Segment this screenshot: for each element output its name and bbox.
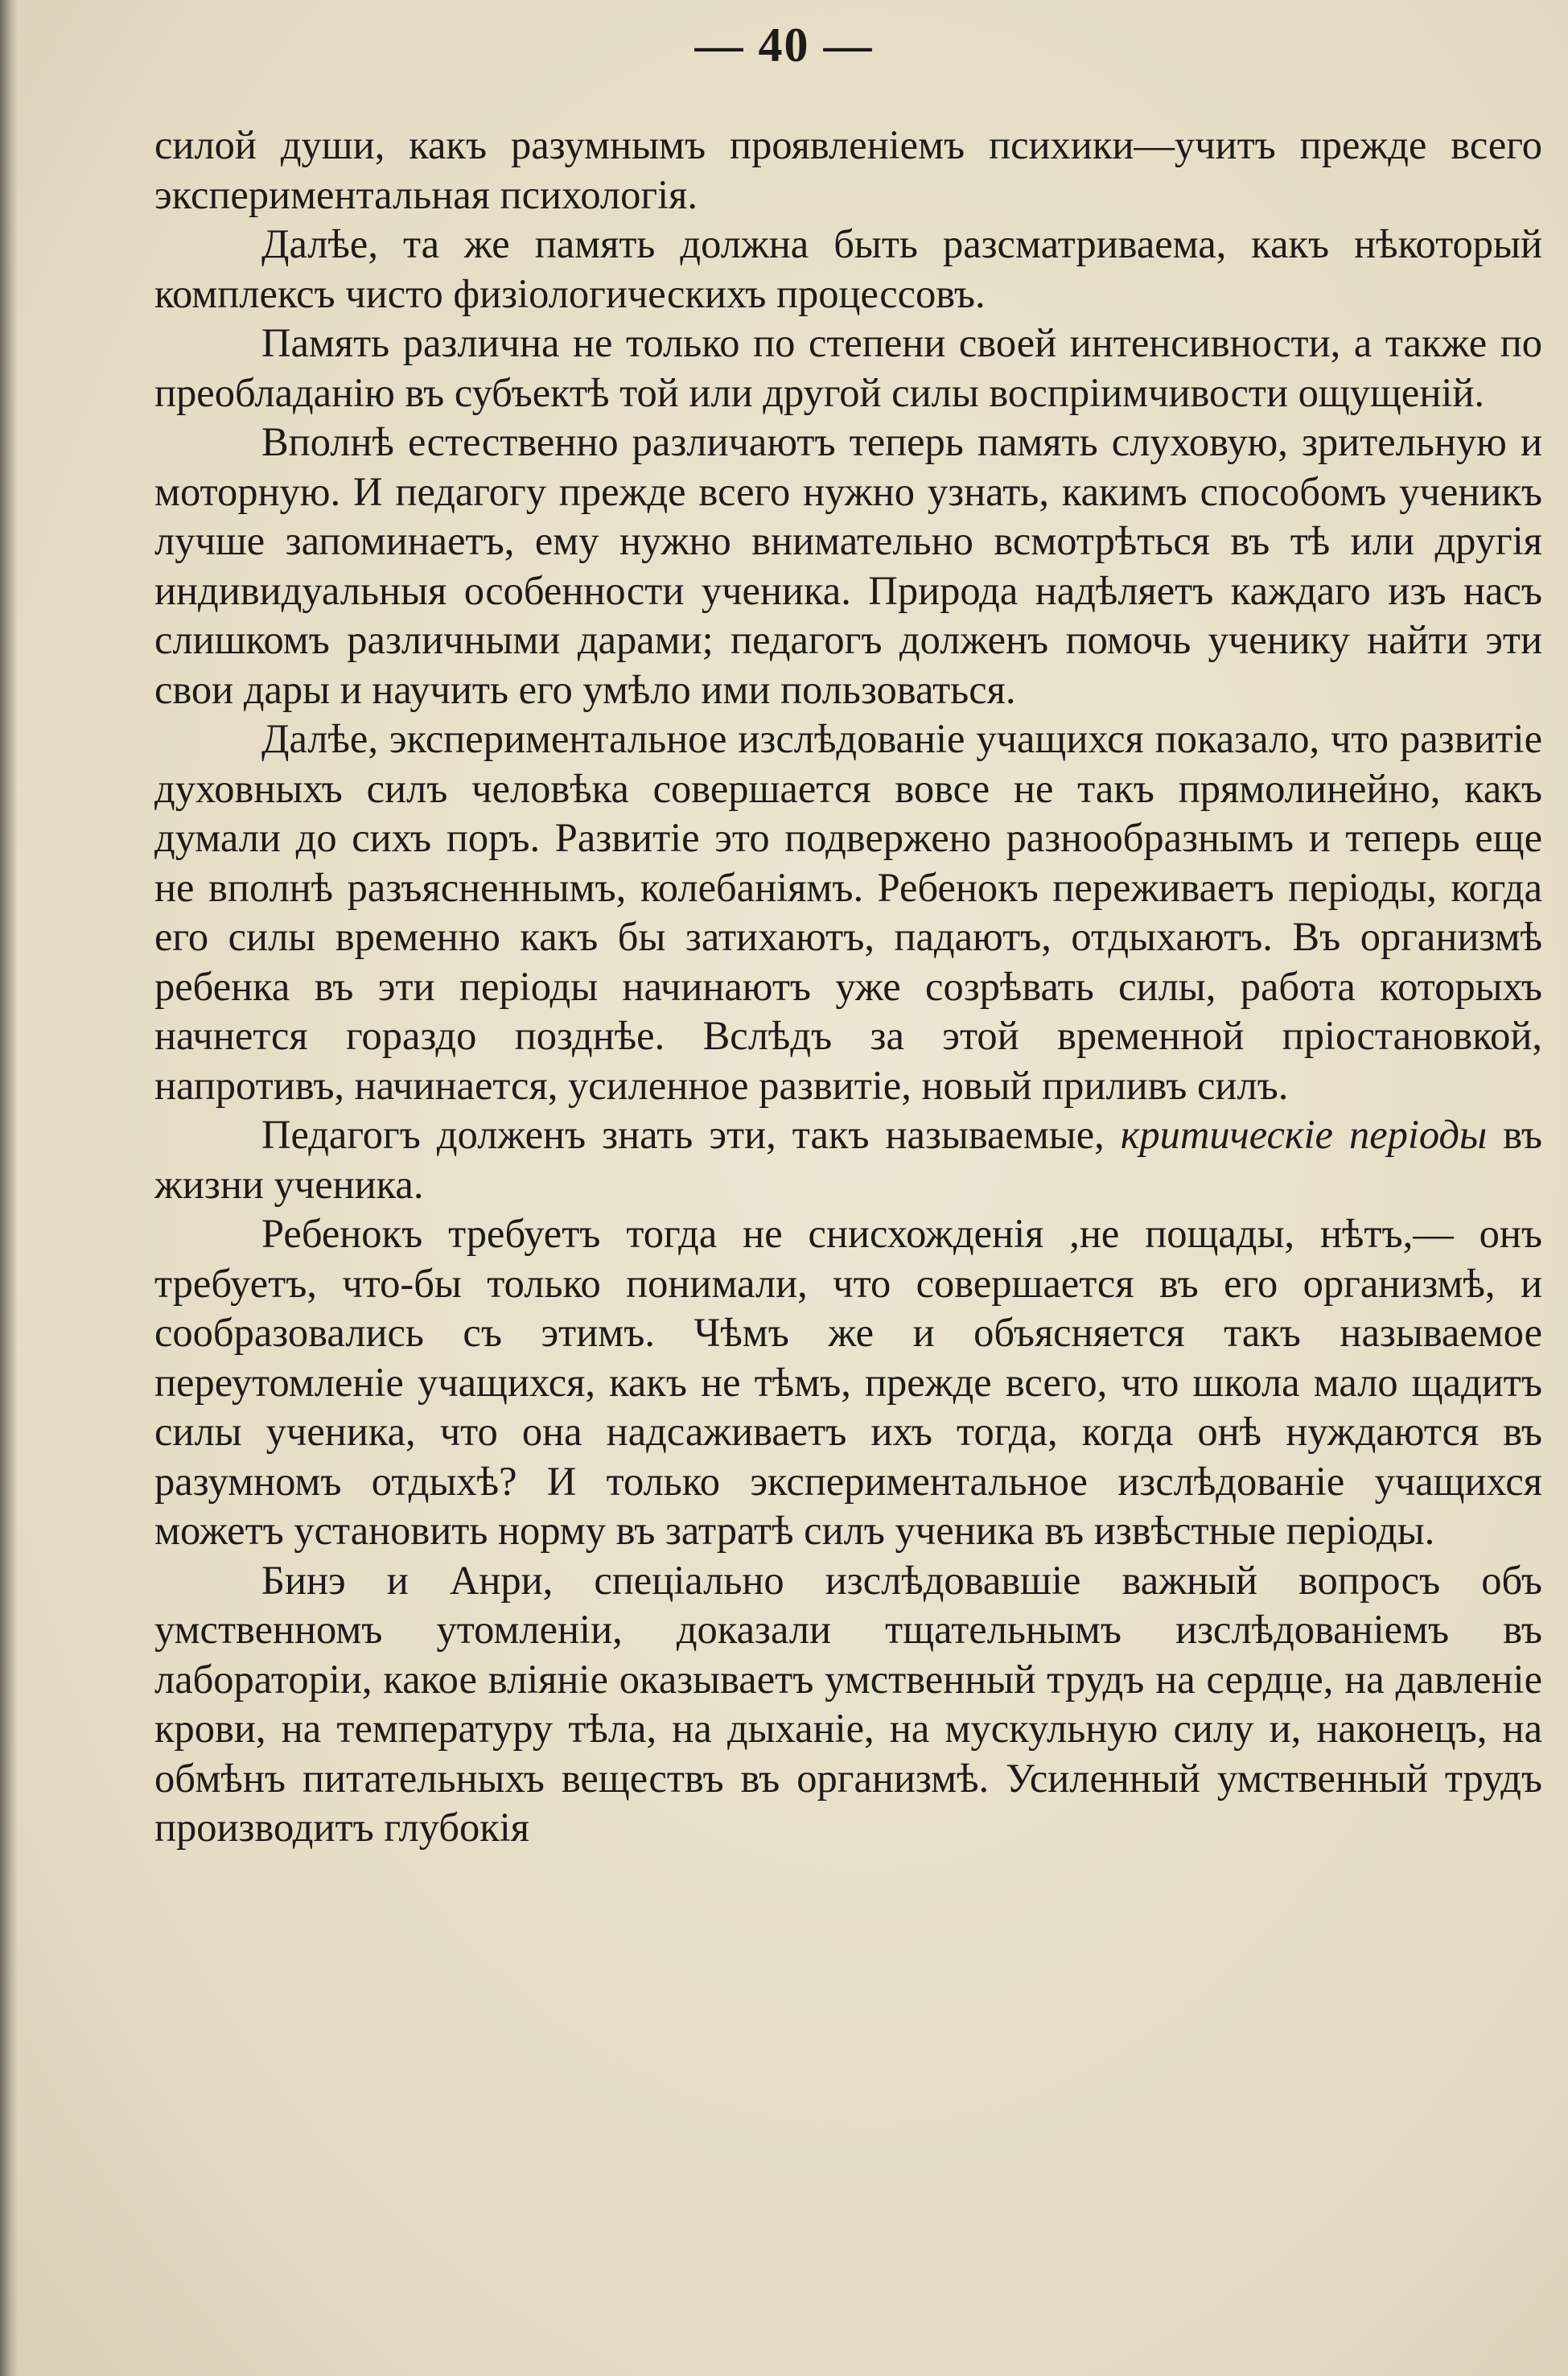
paragraph-6-text-after: въ жизни ученика. [154,1112,1542,1207]
paragraph-1: силой души, какъ разумнымъ проявленіемъ психики—учитъ прежде всего экспериментальная психологія. [154,122,1542,217]
page-body [154,121,1542,1853]
paragraph-4: Вполнѣ естественно различаютъ теперь память слуховую, зрительную и моторную. И педагогу прежде всего нужно узнать, какимъ способомъ ученикъ лучше запоминаетъ, ему нужно внимательно всмотрѣться въ тѣ или другія индивидуальныя особенности ученика. Природа надѣляетъ каждаго изъ насъ слишкомъ различными дарами; педагогъ долженъ помочь ученику найти эти свои дары и научить его умѣло ими пользоваться. [154,419,1542,712]
paragraph-5: Далѣе, экспериментальное изслѣдованіе учащихся показало, что развитіе духовныхъ силъ человѣка совершается вовсе не такъ прямолинейно, какъ думали до сихъ поръ. Развитіе это подвержено разнообразнымъ и теперь еще не вполнѣ разъясненнымъ, колебаніямъ. Ребенокъ переживаетъ періоды, когда его силы временно какъ бы затихаютъ, падаютъ, отдыхаютъ. Въ организмѣ ребенка въ эти періоды начинаютъ уже созрѣвать силы, работа которыхъ начнется гораздо позднѣе. Вслѣдъ за этой временной пріостановкой, напротивъ, начинается, усиленное развитіе, новый приливъ силъ. [154,716,1542,1108]
page-number: — 40 — [694,19,874,72]
paragraph-7: Ребенокъ требуетъ тогда не снисхожденія ,не пощады, нѣтъ,— онъ требуетъ, что-бы только понимали, что совершается въ его организмѣ, и сообразовались съ этимъ. Чѣмъ же и объясняется такъ называемое переутомленіе учащихся, какъ не тѣмъ, прежде всего, что школа мало щадитъ силы ученика, что она надсаживаетъ ихъ тогда, когда онѣ нуждаются въ разумномъ отдыхѣ? И только экспериментальное изслѣдованіе учащихся можетъ установить норму въ затратѣ силъ ученика въ извѣстные періоды. [154,1211,1542,1553]
paragraph-2: Далѣе, та же память должна быть разсматриваема, какъ нѣкоторый комплексъ чисто физiологическихъ процессовъ. [154,221,1542,316]
paragraph-8: Бинэ и Анри, спеціально изслѣдовавшіе важный вопросъ объ умственномъ утомленіи, доказали тщательнымъ изслѣдованіемъ въ лабораторіи, какое вліяніе оказываетъ умственный трудъ на сердце, на давленіе крови, на температуру тѣла, на дыханіе, на мускульную силу и, наконецъ, на обмѣнъ питательныхъ веществъ въ организмѣ. Усиленный умственный трудъ производитъ глубокія [154,1557,1542,1850]
paragraph-6 [154,1110,1542,1209]
paragraph-3: Память различна не только по степени своей интенсивности, а также по преобладанію въ субъектѣ той или другой силы воспріимчивости ощущеній. [154,320,1542,415]
emphasis-critical-periods: критическіе періоды [1120,1112,1488,1157]
paragraph-6-text-before: Педагогъ долженъ знать эти, такъ называемые, [261,1112,1121,1157]
